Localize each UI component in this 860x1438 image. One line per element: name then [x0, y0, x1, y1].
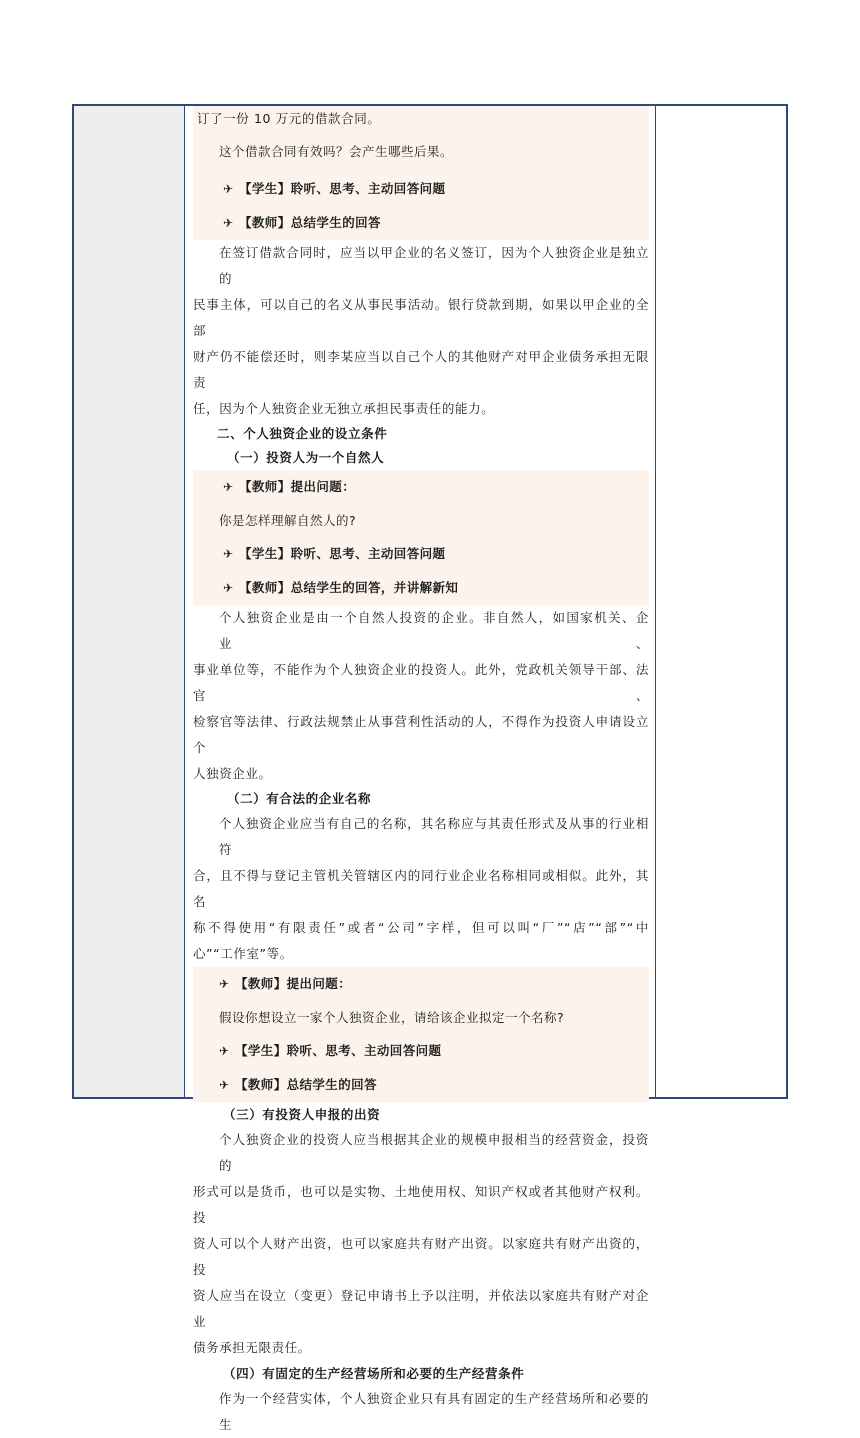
paragraph-line: 财产仍不能偿还时，则李某应当以自己个人的其他财产对甲企业债务承担无限责: [193, 349, 649, 390]
paragraph-line: 任，因为个人独资企业无独立承担民事责任的能力。: [193, 401, 495, 416]
paragraph-line: 资人可以个人财产出资，也可以家庭共有财产出资。以家庭共有财产出资的，投: [193, 1236, 649, 1277]
airplane-icon: ✈: [219, 1044, 230, 1058]
activity-student: ✈ 【学生】聆听、思考、主动回答问题: [193, 172, 649, 206]
subsection-heading: （一）投资人为一个自然人: [227, 450, 385, 465]
question-text: 假设你想设立一家个人独资企业，请给该企业拟定一个名称?: [219, 1010, 565, 1025]
activity-teacher-summary: ✈ 【教师】总结学生的回答，并讲解新知: [193, 571, 649, 605]
case-block: [193, 106, 649, 240]
activity-block: [193, 967, 649, 1102]
content-column: [185, 106, 657, 1432]
subsection-heading: （四）有固定的生产经营场所和必要的生产经营条件: [223, 1366, 525, 1381]
paragraph-premises: [193, 1386, 649, 1438]
airplane-icon: ✈: [219, 977, 230, 991]
paragraph-line: 合，且不得与登记主管机关管辖区内的同行业企业名称相同或相似。此外，其名: [193, 868, 649, 909]
airplane-icon: ✈: [223, 480, 234, 494]
section-heading: 二、个人独资企业的设立条件: [217, 426, 388, 441]
paragraph-line: 民事主体，可以自己的名义从事民事活动。银行贷款到期，如果以甲企业的全部: [193, 297, 649, 338]
paragraph-line: 心”“工作室”等。: [193, 946, 293, 961]
activity-block: [193, 470, 649, 605]
lesson-table: [72, 104, 788, 1432]
paragraph-line: 个人独资企业应当有自己的名称，其名称应与其责任形式及从事的行业相符: [219, 816, 649, 857]
activity-teacher-ask: ✈ 【教师】提出问题：: [193, 470, 649, 504]
right-column: [655, 106, 786, 1097]
paragraph-line: 称不得使用“有限责任”或者“公司”字样，但可以叫“厂”“店”“部”“中: [193, 920, 649, 935]
paragraph-contract: [193, 240, 649, 422]
paragraph-line: 作为一个经营实体，个人独资企业只有具有固定的生产经营场所和必要的生: [219, 1391, 649, 1432]
airplane-icon: ✈: [223, 547, 234, 561]
paragraph-line: 资人应当在设立（变更）登记申请书上予以注明，并依法以家庭共有财产对企业: [193, 1288, 649, 1329]
case-question: 这个借款合同有效吗？会产生哪些后果。: [219, 144, 454, 159]
paragraph-line: 在签订借款合同时，应当以甲企业的名义签订，因为个人独资企业是独立的: [219, 245, 649, 286]
question-text: 你是怎样理解自然人的?: [219, 513, 357, 528]
airplane-icon: ✈: [223, 182, 234, 196]
paragraph-line: 人独资企业。: [193, 766, 272, 781]
paragraph-line: 个人独资企业是由一个自然人投资的企业。非自然人，如国家机关、企业、: [219, 610, 649, 651]
airplane-icon: ✈: [219, 1078, 230, 1092]
airplane-icon: ✈: [223, 216, 234, 230]
case-line: 订了一份 10 万元的借款合同。: [197, 111, 381, 126]
activity-student: ✈ 【学生】聆听、思考、主动回答问题: [193, 537, 649, 571]
activity-teacher-summary: ✈ 【教师】总结学生的回答: [193, 206, 649, 240]
airplane-icon: ✈: [223, 581, 234, 595]
paragraph-line: 形式可以是货币，也可以是实物、土地使用权、知识产权或者其他财产权利。投: [193, 1184, 649, 1225]
paragraph-line: 检察官等法律、行政法规禁止从事营利性活动的人，不得作为投资人申请设立个: [193, 714, 649, 755]
activity-teacher-summary: ✈ 【教师】总结学生的回答: [193, 1068, 649, 1102]
paragraph-natural-person: [193, 605, 649, 787]
paragraph-capital: [193, 1127, 649, 1361]
paragraph-line: 个人独资企业的投资人应当根据其企业的规模申报相当的经营资金，投资的: [219, 1132, 649, 1173]
activity-student: ✈ 【学生】聆听、思考、主动回答问题: [193, 1034, 649, 1068]
subsection-heading: （三）有投资人申报的出资: [223, 1107, 381, 1122]
left-column: [74, 106, 185, 1097]
paragraph-enterprise-name: [193, 811, 649, 967]
activity-teacher-ask: ✈ 【教师】提出问题：: [193, 967, 649, 1001]
paragraph-line: 事业单位等，不能作为个人独资企业的投资人。此外，党政机关领导干部、法官、: [193, 662, 649, 703]
subsection-heading: （二）有合法的企业名称: [227, 791, 372, 806]
paragraph-line: 债务承担无限责任。: [193, 1340, 311, 1355]
